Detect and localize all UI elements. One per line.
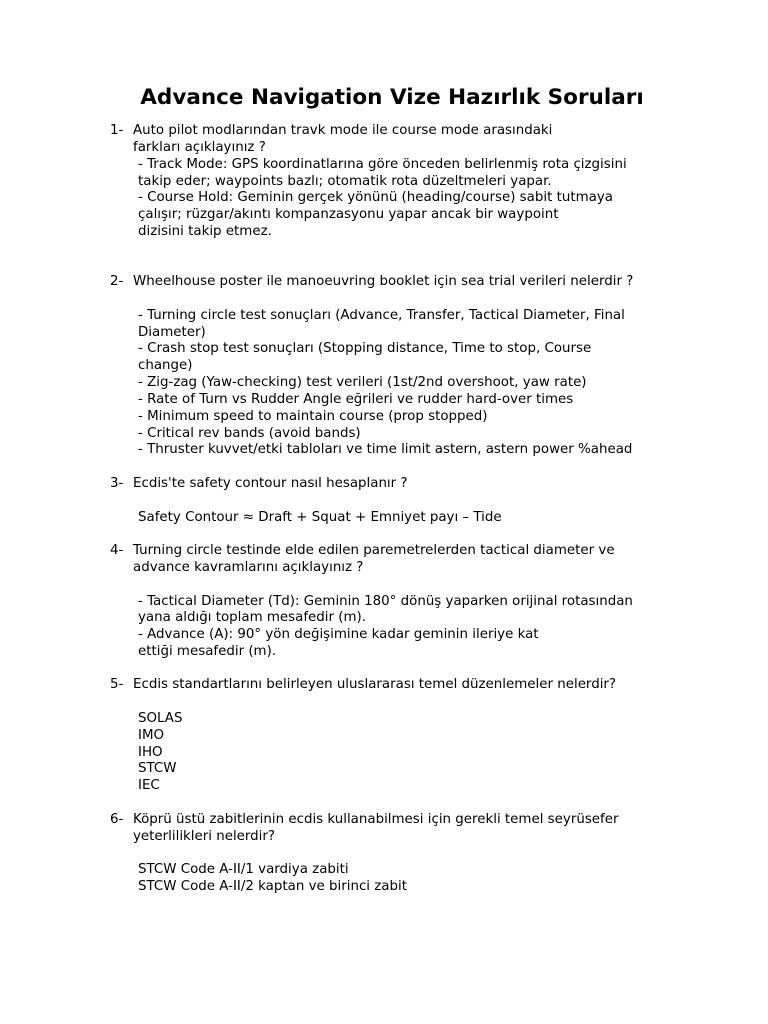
question-2-number: 2- (110, 274, 124, 289)
answer-3-line-1: Safety Contour ≈ Draft + Squat + Emniyet payı – Tide (138, 510, 502, 525)
answer-2-line-4: change) (138, 358, 193, 373)
question-5-number: 5- (110, 677, 124, 692)
answer-2-line-8: - Critical rev bands (avoid bands) (138, 426, 361, 441)
answer-4-line-1: - Tactical Diameter (Td): Geminin 180° dönüş yaparken orijinal rotasından (138, 594, 633, 609)
question-6-number: 6- (110, 812, 124, 827)
answer-4-line-2: yana aldığı toplam mesafedir (m). (138, 610, 367, 625)
question-6-line-1: Köprü üstü zabitlerinin ecdis kullanabilmesi için gerekli temel seyrüsefer (133, 812, 619, 827)
question-3-number: 3- (110, 476, 124, 491)
answer-5-line-5: IEC (138, 778, 160, 793)
answer-2-line-5: - Zig-zag (Yaw-checking) test verileri (1st/2nd overshoot, yaw rate) (138, 375, 587, 390)
question-6-line-2: yeterlilikleri nelerdir? (133, 829, 276, 844)
answer-5-line-4: STCW (138, 761, 177, 776)
answer-6-line-1: STCW Code A-II/1 vardiya zabiti (138, 862, 349, 877)
answer-4-line-3: - Advance (A): 90° yön değişimine kadar geminin ileriye kat (138, 627, 539, 642)
answer-1-line-2: takip eder; waypoints bazlı; otomatik rota düzeltmeleri yapar. (138, 174, 552, 189)
answer-1-line-5: dizisini takip etmez. (138, 224, 272, 239)
answer-1-line-1: - Track Mode: GPS koordinatlarına göre önceden belirlenmiş rota çizgisini (138, 157, 627, 172)
question-2-line-1: Wheelhouse poster ile manoeuvring booklet için sea trial verileri nelerdir ? (133, 274, 634, 289)
answer-6-line-2: STCW Code A-II/2 kaptan ve birinci zabit (138, 879, 407, 894)
answer-4-line-4: ettiği mesafedir (m). (138, 644, 277, 659)
question-1-number: 1- (110, 123, 124, 138)
question-3-line-1: Ecdis'te safety contour nasıl hesaplanır ? (133, 476, 408, 491)
answer-1-line-3: - Course Hold: Geminin gerçek yönünü (heading/course) sabit tutmaya (138, 190, 613, 205)
answer-5-line-3: IHO (138, 745, 163, 760)
question-1-line-2: farkları açıklayınız ? (133, 140, 266, 155)
question-4-number: 4- (110, 543, 124, 558)
answer-2-line-2: Diameter) (138, 325, 206, 340)
answer-2-line-3: - Crash stop test sonuçları (Stopping distance, Time to stop, Course (138, 341, 592, 356)
question-4-line-2: advance kavramlarını açıklayınız ? (133, 560, 364, 575)
answer-2-line-1: - Turning circle test sonuçları (Advance, Transfer, Tactical Diameter, Final (138, 308, 625, 323)
answer-1-line-4: çalışır; rüzgar/akıntı kompanzasyonu yapar ancak bir waypoint (138, 207, 559, 222)
answer-2-line-9: - Thruster kuvvet/etki tabloları ve time limit astern, astern power %ahead (138, 442, 633, 457)
question-1-line-1: Auto pilot modlarından travk mode ile course mode arasındaki (133, 123, 553, 138)
question-5-line-1: Ecdis standartlarını belirleyen uluslararası temel düzenlemeler nelerdir? (133, 677, 617, 692)
answer-2-line-6: - Rate of Turn vs Rudder Angle eğrileri ve rudder hard-over times (138, 392, 574, 407)
question-4-line-1: Turning circle testinde elde edilen paremetrelerden tactical diameter ve (133, 543, 615, 558)
answer-2-line-7: - Minimum speed to maintain course (prop stopped) (138, 409, 488, 424)
answer-5-line-2: IMO (138, 728, 165, 743)
document-title: Advance Navigation Vize Hazırlık Soruları (140, 85, 644, 110)
answer-5-line-1: SOLAS (138, 711, 183, 726)
